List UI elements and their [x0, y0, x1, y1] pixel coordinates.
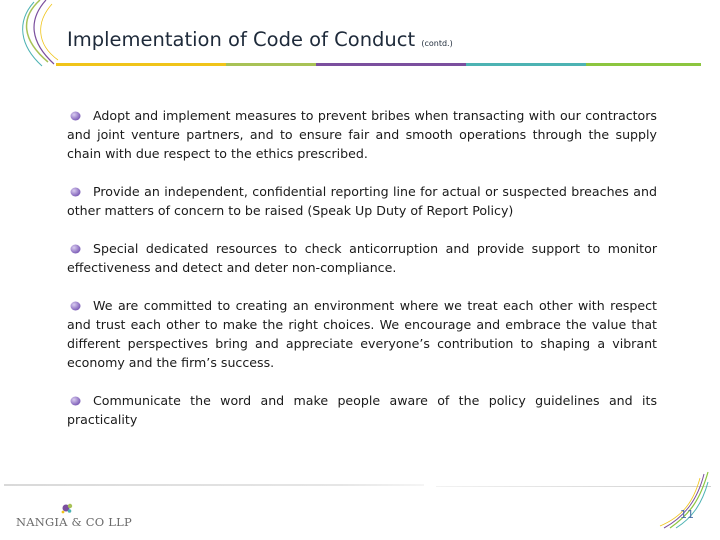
list-item — [67, 239, 657, 277]
rule-segment-green — [586, 63, 701, 66]
corner-swirl-decoration — [0, 0, 60, 70]
list-item — [67, 296, 657, 372]
slide-title-suffix: (contd.) — [421, 39, 453, 48]
page-corner-swirl-icon — [650, 470, 710, 530]
purple-ball-bullet-icon — [70, 301, 81, 311]
slide-title — [67, 28, 453, 51]
page-number: 11 — [680, 508, 694, 521]
logo-text: NANGIA & CO LLP — [16, 515, 132, 529]
list-item — [67, 182, 657, 220]
rule-segment-purple — [316, 63, 466, 66]
purple-ball-bullet-icon — [70, 111, 81, 121]
list-item-text: Special dedicated resources to check anticorruption and provide support to monitor effectiveness and detect and deter non-compliance. — [67, 241, 657, 275]
bullet-list — [67, 106, 657, 448]
list-item-text: Communicate the word and make people aware of the policy guidelines and its practicality — [67, 393, 657, 427]
list-item-text: Provide an independent, confidential reporting line for actual or suspected breaches and other matters of concern to be raised (Speak Up Duty of Report Policy) — [67, 184, 657, 218]
title-underline — [56, 63, 701, 66]
list-item — [67, 106, 657, 163]
footer-divider-left — [4, 484, 424, 486]
list-item-text: Adopt and implement measures to prevent bribes when transacting with our contractors and joint venture partners, and to ensure fair and smooth operations through the supply chain with due respect to the ethics prescribed. — [67, 108, 657, 161]
rule-segment-yellow — [56, 63, 226, 66]
purple-ball-bullet-icon — [70, 187, 81, 197]
slide-title-text: Implementation of Code of Conduct — [67, 28, 416, 51]
rule-segment-olive — [226, 63, 316, 66]
list-item-text: We are committed to creating an environment where we treat each other with respect and trust each other to make the right choices. We encourage and embrace the value that different perspectives bring and appreciate everyone’s contribution to shaping a vibrant economy and the firm’s success. — [67, 298, 657, 370]
list-item — [67, 391, 657, 429]
company-logo — [16, 502, 132, 532]
purple-ball-bullet-icon — [70, 396, 81, 406]
purple-ball-bullet-icon — [70, 244, 81, 254]
nangia-logo-mark-icon — [60, 502, 76, 516]
rule-segment-teal — [466, 63, 586, 66]
